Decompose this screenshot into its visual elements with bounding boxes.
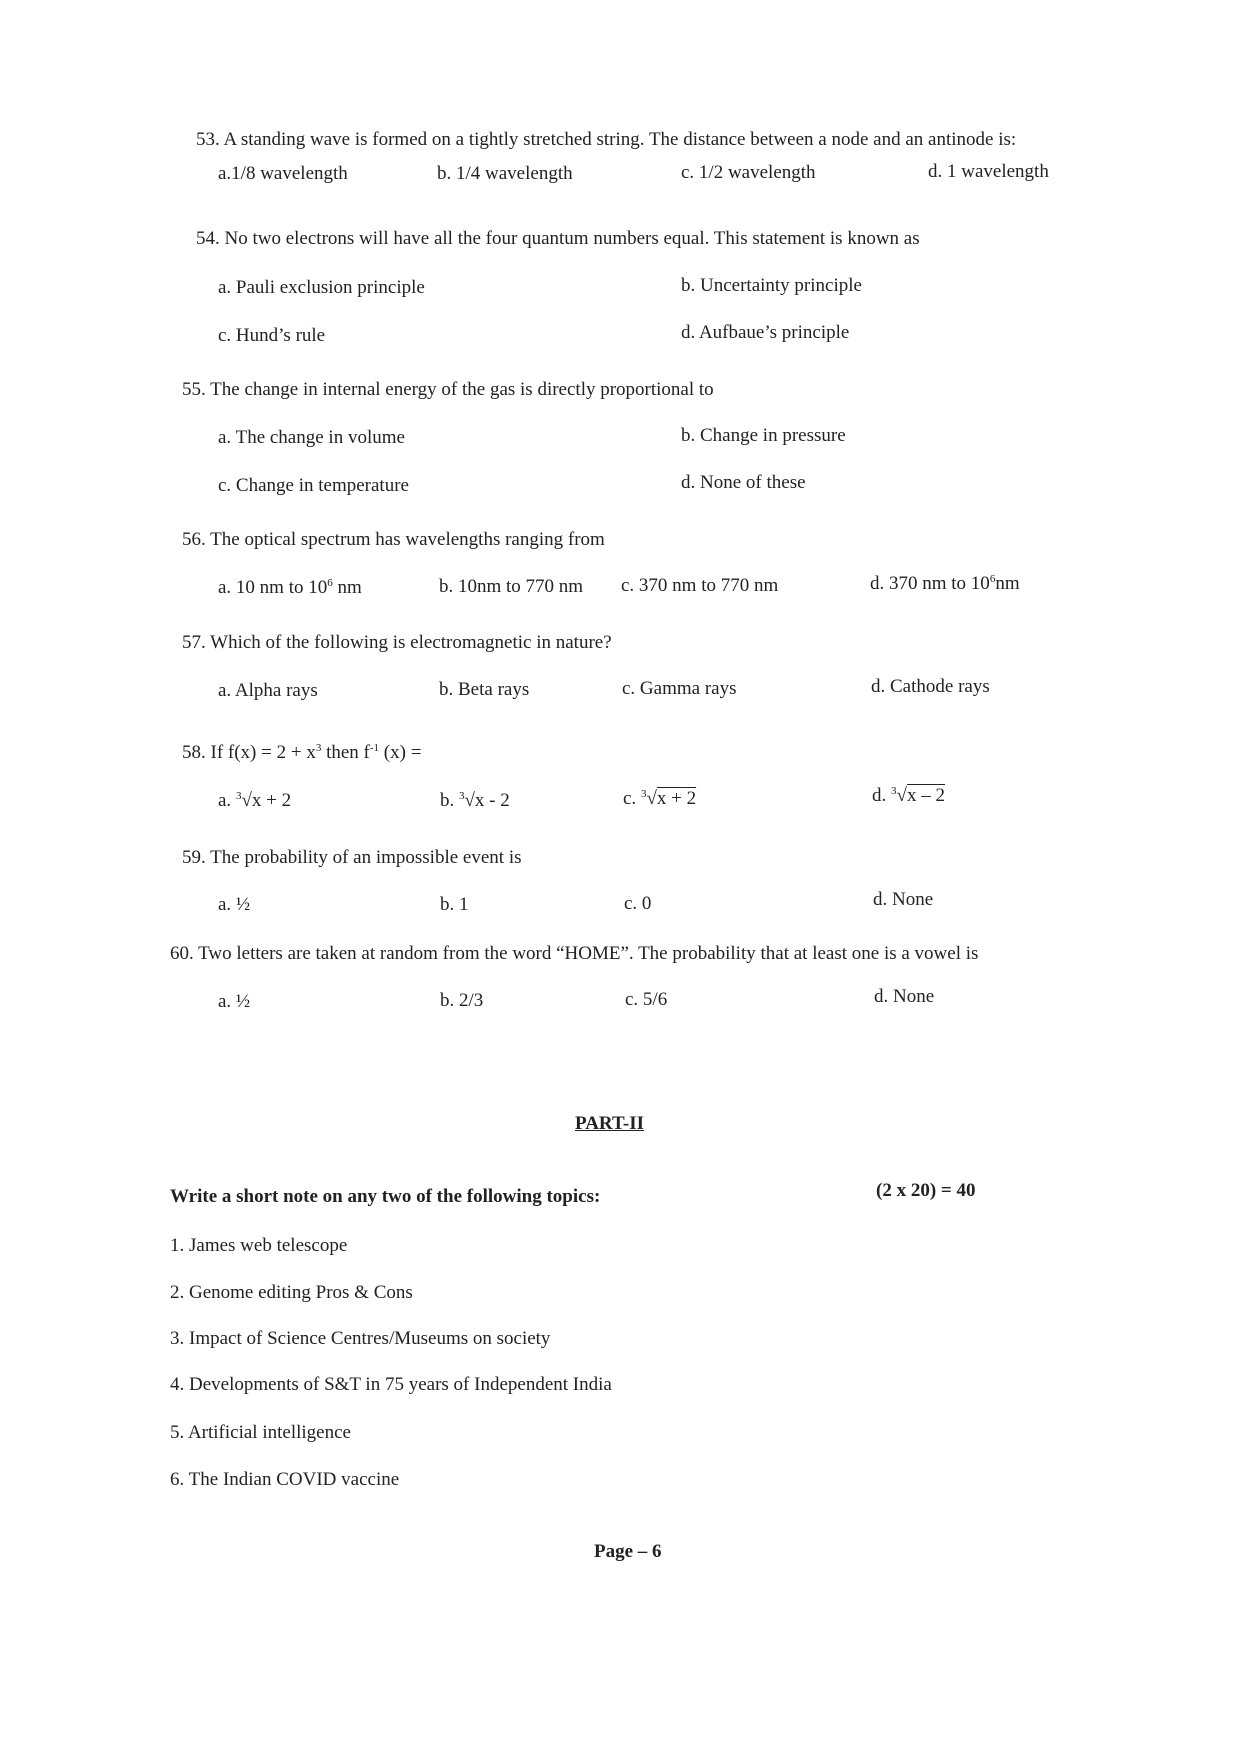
question-text: 56. The optical spectrum has wavelengths ranging from [182, 529, 605, 550]
option-b: b. 10nm to 770 nm [439, 576, 584, 597]
option-a: a. ½ [218, 991, 251, 1012]
option-d: d. Aufbaue’s principle [681, 322, 850, 343]
option-b: b. Uncertainty principle [681, 275, 862, 296]
option-b: b. 2/3 [440, 990, 484, 1011]
topic-item: 4. Developments of S&T in 75 years of Independent India [170, 1374, 612, 1395]
page-number: Page – 6 [594, 1541, 662, 1562]
option-d: d. 1 wavelength [928, 161, 1049, 182]
topic-item: 3. Impact of Science Centres/Museums on society [170, 1328, 551, 1349]
option-c: c. 1/2 wavelength [681, 162, 816, 183]
question-text: 54. No two electrons will have all the four quantum numbers equal. This statement is known as [196, 228, 920, 249]
option-a: a. Pauli exclusion principle [218, 277, 425, 298]
option-c: c. 0 [624, 893, 652, 914]
option-c: c. Gamma rays [622, 678, 737, 699]
question-text: 55. The change in internal energy of the gas is directly proportional to [182, 379, 714, 400]
option-c: c. Hund’s rule [218, 325, 326, 346]
question-text: 59. The probability of an impossible event is [182, 847, 522, 868]
option-c: c. 370 nm to 770 nm [621, 575, 779, 596]
topic-item: 6. The Indian COVID vaccine [170, 1469, 400, 1490]
option-c: c. Change in temperature [218, 475, 409, 496]
option-d: d. None [874, 986, 935, 1007]
option-a: a.1/8 wavelength [218, 163, 348, 184]
option-c: c. $^3$√x + 2 [623, 788, 697, 809]
topic-item: 2. Genome editing Pros & Cons [170, 1282, 413, 1303]
option-d: d. None of these [681, 472, 806, 493]
question-text: 60. Two letters are taken at random from the word “HOME”. The probability that at least one is a vowel is [170, 943, 979, 964]
option-a: a. Alpha rays [218, 680, 318, 701]
option-c: c. 5/6 [625, 989, 668, 1010]
marks: (2 x 20) = 40 [876, 1180, 976, 1201]
option-b: b. Change in pressure [681, 425, 846, 446]
option-b: b. Beta rays [439, 679, 530, 700]
question-text: 58. If $f(x) = 2 + x^3$ then $f^{-1}$ (x) = [182, 742, 422, 763]
option-b: b. $^3$√x - 2 [440, 790, 510, 811]
option-d: d. $^3$√x – 2 [872, 785, 945, 806]
topic-item: 1. James web telescope [170, 1235, 348, 1256]
topic-item: 5. Artificial intelligence [170, 1422, 351, 1443]
option-a: a. The change in volume [218, 427, 405, 448]
instruction: Write a short note on any two of the following topics: [170, 1186, 601, 1207]
section-title: PART-II [575, 1113, 645, 1134]
option-a: a. ½ [218, 894, 251, 915]
option-d: d. None [873, 889, 934, 910]
question-text: 57. Which of the following is electromagnetic in nature? [182, 632, 612, 653]
option-a: a. $^3$√x + 2 [218, 790, 292, 811]
option-a: a. 10 nm to $10^6$ nm [218, 577, 362, 598]
option-b: b. 1 [440, 894, 469, 915]
option-d: d. Cathode rays [871, 676, 990, 697]
option-d: d. 370 nm to $10^6nm$ [870, 573, 1020, 594]
question-text: 53. A standing wave is formed on a tightly stretched string. The distance between a node and an antinode is: [196, 129, 1017, 150]
option-b: b. 1/4 wavelength [437, 163, 573, 184]
